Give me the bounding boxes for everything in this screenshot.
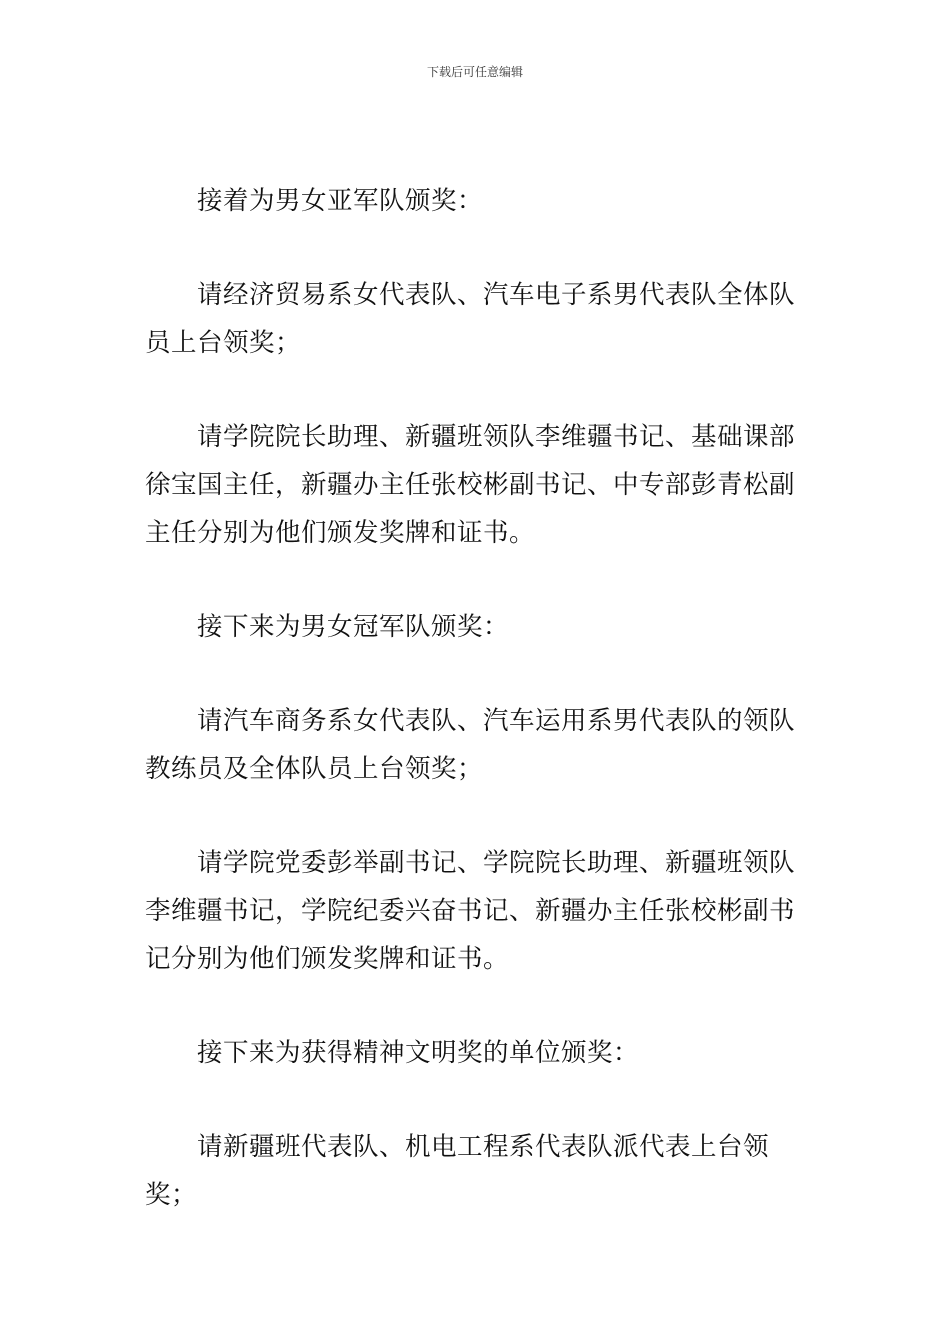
paragraph-sportsmanship-intro: 接下来为获得精神文明奖的单位颁奖： <box>197 1038 640 1068</box>
page-header-note: 下载后可任意编辑 <box>426 65 523 79</box>
paragraph-champion-intro: 接下来为男女冠军队颁奖： <box>197 612 510 642</box>
paragraph-runner-up-intro: 接着为男女亚军队颁奖： <box>197 186 484 216</box>
paragraph-sportsmanship-teams: 请新疆班代表队、机电工程系代表队派代表上台领奖； <box>145 1132 770 1210</box>
paragraph-champion-presenters: 请学院党委彭举副书记、学院院长助理、新疆班领队李维疆书记，学院纪委兴奋书记、新疆办主任张校彬副书记分别为他们颁发奖牌和证书。 <box>145 848 796 974</box>
paragraph-runner-up-teams: 请经济贸易系女代表队、汽车电子系男代表队全体队员上台领奖； <box>145 280 796 358</box>
paragraph-champion-teams: 请汽车商务系女代表队、汽车运用系男代表队的领队教练员及全体队员上台领奖； <box>145 706 796 784</box>
document-body <box>145 177 805 1265</box>
paragraph-runner-up-presenters: 请学院院长助理、新疆班领队李维疆书记、基础课部徐宝国主任，新疆办主任张校彬副书记、中专部彭青松副主任分别为他们颁发奖牌和证书。 <box>145 422 796 548</box>
